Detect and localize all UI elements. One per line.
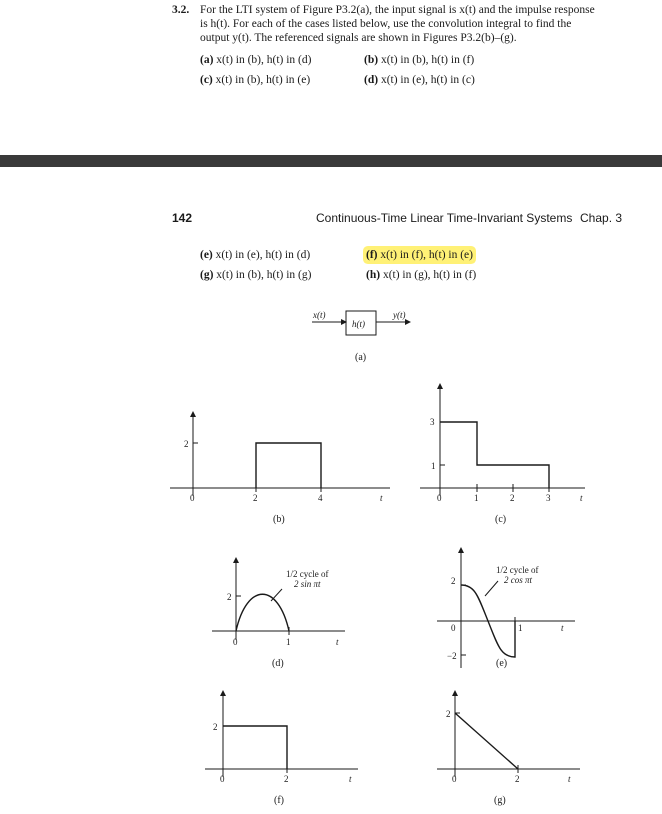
curve-note: 2 sin πt bbox=[294, 579, 321, 589]
curve-note: 1/2 cycle of bbox=[496, 565, 539, 575]
y-tick-label: 2 bbox=[227, 592, 232, 602]
case-g: (g) x(t) in (b), h(t) in (g) bbox=[200, 269, 312, 281]
case-e: (e) x(t) in (e), h(t) in (d) bbox=[200, 249, 311, 261]
x-tick-label: 4 bbox=[318, 493, 323, 503]
figure-c-plot bbox=[420, 384, 585, 496]
axis-label: t bbox=[568, 774, 571, 784]
figure-caption: (g) bbox=[494, 795, 506, 806]
case-a: (a) x(t) in (b), h(t) in (d) bbox=[200, 54, 312, 66]
figure-b-plot bbox=[170, 412, 390, 496]
curve-note: 2 cos πt bbox=[504, 575, 533, 585]
figure-caption: (a) bbox=[355, 352, 367, 363]
x-tick-label: 1 bbox=[474, 493, 479, 503]
x-tick-label: 0 bbox=[190, 493, 195, 503]
x-tick-label: 0 bbox=[220, 774, 225, 784]
x-tick-label: 0 bbox=[233, 637, 238, 647]
x-tick-label: 2 bbox=[253, 493, 258, 503]
page-number: 142 bbox=[172, 211, 193, 225]
problem-number: 3.2. bbox=[172, 4, 190, 16]
x-tick-label: 3 bbox=[546, 493, 551, 503]
figure-g-plot bbox=[437, 691, 580, 777]
signal-curve bbox=[455, 713, 518, 769]
figure-caption: (e) bbox=[496, 658, 508, 669]
output-label: y(t) bbox=[393, 310, 406, 320]
problem-text-line: For the LTI system of Figure P3.2(a), the input signal is x(t) and the impulse response bbox=[200, 4, 595, 16]
axis-label: t bbox=[561, 623, 564, 633]
figure-caption: (d) bbox=[272, 658, 284, 669]
case-d: (d) x(t) in (e), h(t) in (c) bbox=[364, 74, 475, 86]
case-b: (b) x(t) in (b), h(t) in (f) bbox=[364, 54, 475, 66]
curve-note: 1/2 cycle of bbox=[286, 569, 329, 579]
chapter-label: Chap. 3 bbox=[580, 211, 623, 225]
signal-curve bbox=[223, 726, 287, 769]
signal-curve bbox=[236, 594, 289, 631]
block-label: h(t) bbox=[352, 319, 365, 329]
case-h: (h) x(t) in (g), h(t) in (f) bbox=[366, 269, 477, 281]
signal-curve bbox=[440, 422, 549, 488]
annotation-pointer bbox=[485, 581, 498, 596]
x-tick-label: 0 bbox=[451, 623, 456, 633]
x-tick-label: 2 bbox=[510, 493, 515, 503]
x-tick-label: 0 bbox=[437, 493, 442, 503]
figure-f-plot bbox=[205, 691, 358, 777]
y-tick-label: −2 bbox=[447, 651, 457, 661]
axis-label: t bbox=[349, 774, 352, 784]
input-label: x(t) bbox=[313, 310, 326, 320]
figure-caption: (b) bbox=[273, 514, 285, 525]
y-tick-label: 3 bbox=[430, 417, 435, 427]
x-tick-label: 0 bbox=[452, 774, 457, 784]
x-tick-label: 1 bbox=[286, 637, 291, 647]
running-header: Continuous-Time Linear Time-Invariant Systems bbox=[316, 211, 573, 225]
figure-caption: (c) bbox=[495, 514, 507, 525]
annotation-pointer bbox=[271, 589, 282, 601]
axis-label: t bbox=[380, 493, 383, 503]
problem-text-line: is h(t). For each of the cases listed below, use the convolution integral to find the bbox=[200, 18, 572, 30]
y-tick-label: 1 bbox=[431, 461, 436, 471]
y-tick-label: 2 bbox=[213, 722, 218, 732]
figure-caption: (f) bbox=[274, 795, 284, 806]
x-tick-label: 1 bbox=[518, 623, 523, 633]
y-tick-label: 2 bbox=[184, 439, 189, 449]
axis-label: t bbox=[580, 493, 583, 503]
y-tick-label: 2 bbox=[451, 576, 456, 586]
x-tick-label: 2 bbox=[515, 774, 520, 784]
highlight: (f) x(t) in (f), h(t) in (e) bbox=[366, 249, 473, 261]
problem-text-line: output y(t). The referenced signals are shown in Figures P3.2(b)–(g). bbox=[200, 32, 517, 44]
signal-curve bbox=[256, 443, 321, 488]
y-tick-label: 2 bbox=[446, 709, 451, 719]
axis-label: t bbox=[336, 637, 339, 647]
x-tick-label: 2 bbox=[284, 774, 289, 784]
case-c: (c) x(t) in (b), h(t) in (e) bbox=[200, 74, 311, 86]
